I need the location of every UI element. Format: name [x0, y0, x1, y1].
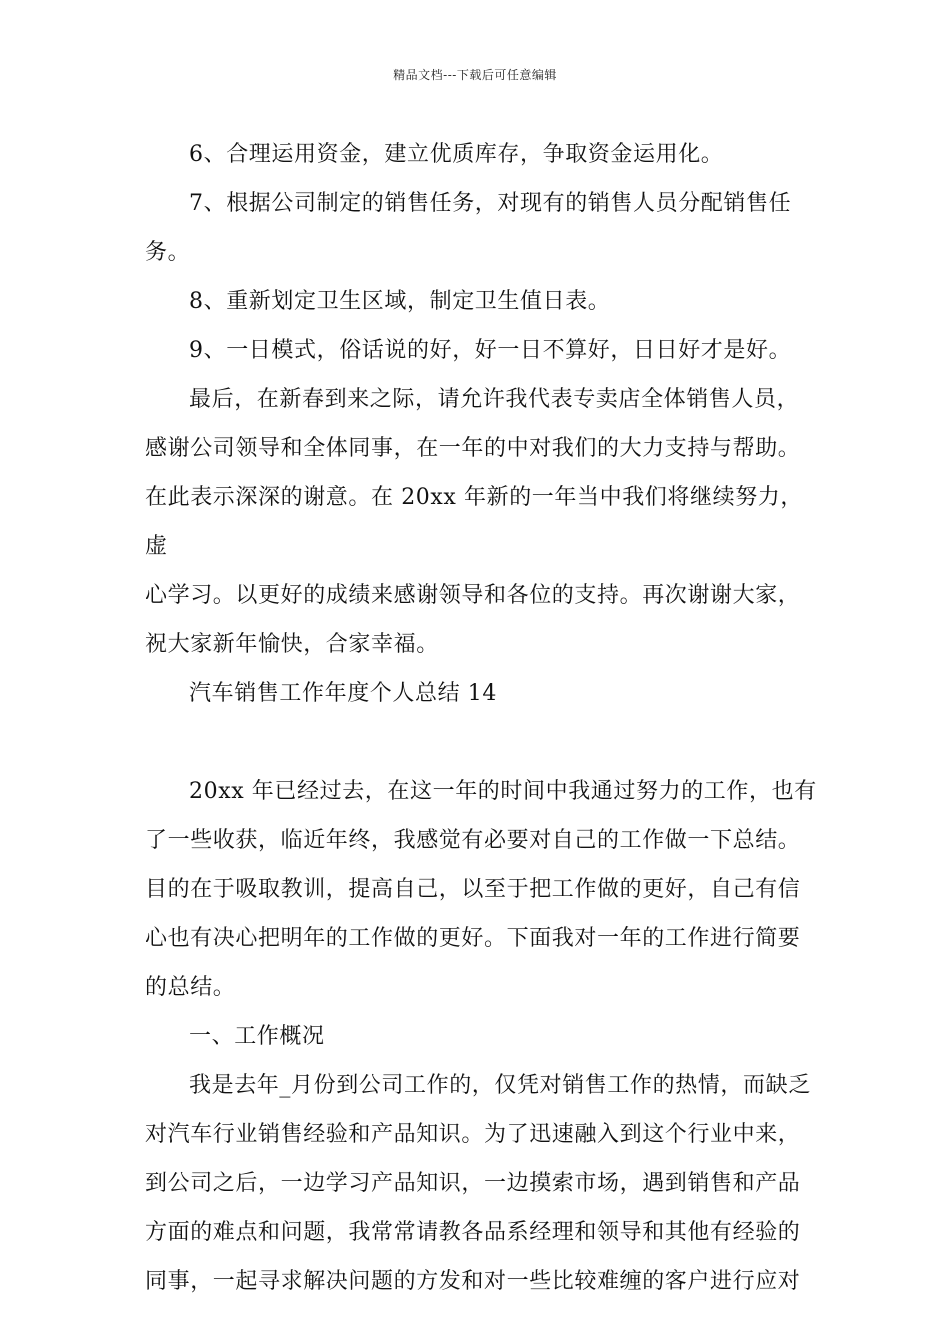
- document-body: [145, 130, 825, 1306]
- intro-line-4: 心也有决心把明年的工作做的更好。下面我对一年的工作进行简要: [145, 926, 801, 951]
- closing-line-2: 感谢公司领导和全体同事，在一年的中对我们的大力支持与帮助。: [145, 436, 801, 461]
- intro-line-5: 的总结。: [145, 975, 236, 1000]
- list-item-7: 7、根据公司制定的销售任务，对现有的销售人员分配销售任务。: [145, 191, 792, 265]
- closing-line-3: 在此表示深深的谢意。在 20xx 年新的一年当中我们将继续努力，虚: [145, 485, 803, 559]
- heading-one: 一、工作概况: [189, 1024, 325, 1049]
- section-title: 汽车销售工作年度个人总结 14: [189, 681, 497, 706]
- closing-line-5: 祝大家新年愉快，合家幸福。: [145, 632, 439, 657]
- overview-line-1: 我是去年_月份到公司工作的，仅凭对销售工作的热情，而缺乏: [189, 1073, 811, 1098]
- intro-line-3: 目的在于吸取教训，提高自己，以至于把工作做的更好，自己有信: [145, 877, 801, 902]
- intro-line-2: 了一些收获，临近年终，我感觉有必要对自己的工作做一下总结。: [145, 828, 801, 853]
- overview-line-2: 对汽车行业销售经验和产品知识。为了迅速融入到这个行业中来，: [145, 1122, 801, 1147]
- overview-line-4: 方面的难点和问题，我常常请教各品系经理和领导和其他有经验的: [145, 1220, 801, 1245]
- list-item-6: 6、合理运用资金，建立优质库存，争取资金运用化。: [189, 142, 724, 167]
- closing-line-1: 最后，在新春到来之际，请允许我代表专卖店全体销售人员，: [189, 387, 800, 412]
- list-item-8: 8、重新划定卫生区域，制定卫生值日表。: [189, 289, 611, 314]
- intro-line-1: 20xx 年已经过去，在这一年的时间中我通过努力的工作，也有: [189, 779, 817, 804]
- closing-line-4: 心学习。以更好的成绩来感谢领导和各位的支持。再次谢谢大家，: [145, 583, 801, 608]
- blank-line: [145, 718, 825, 767]
- list-item-9: 9、一日模式，俗话说的好，好一日不算好，日日好才是好。: [189, 338, 792, 363]
- page-header: 精品文档---下载后可任意编辑: [393, 68, 557, 82]
- overview-line-5: 同事，一起寻求解决问题的方发和对一些比较难缠的客户进行应对: [145, 1269, 801, 1294]
- overview-line-3: 到公司之后，一边学习产品知识，一边摸索市场，遇到销售和产品: [145, 1171, 801, 1196]
